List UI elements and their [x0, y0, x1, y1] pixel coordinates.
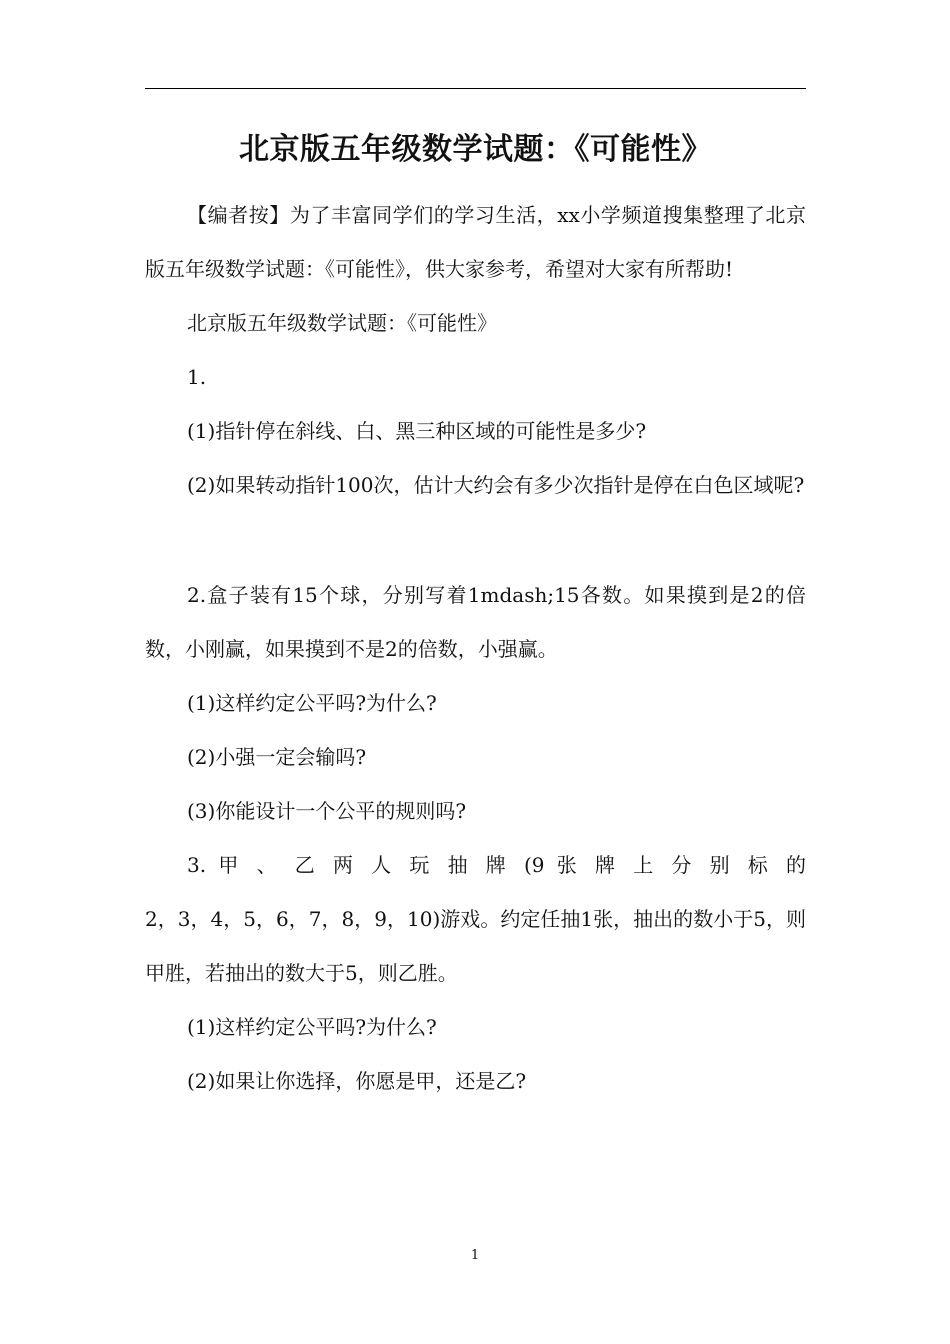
page-number: 1 [470, 1248, 480, 1263]
question-3-part-1: (1)这样约定公平吗?为什么? [187, 1015, 437, 1039]
figure-gap [145, 512, 806, 568]
document-body [145, 188, 806, 1108]
question-3-part-2: (2)如果让你选择，你愿是甲，还是乙? [187, 1069, 527, 1093]
question-1-part-1: (1)指针停在斜线、白、黑三种区域的可能性是多少? [187, 419, 647, 443]
question-3-rest: 2，3，4，5，6，7，8，9，10)游戏。约定任抽1张，抽出的数小于5，则甲胜，若抽出的数大于5，则乙胜。 [145, 907, 806, 985]
question-2-part-1: (1)这样约定公平吗?为什么? [187, 691, 437, 715]
intro-paragraph: 【编者按】为了丰富同学们的学习生活，xx小学频道搜集整理了北京版五年级数学试题：《可能性》，供大家参考，希望对大家有所帮助! [145, 203, 806, 281]
question-2: 2.盒子装有15个球，分别写着1mdash;15各数。如果摸到是2的倍数，小刚赢，如果摸到不是2的倍数，小强赢。 [145, 583, 806, 661]
question-1-part-2: (2)如果转动指针100次，估计大约会有多少次指针是停在白色区域呢? [187, 473, 805, 497]
subtitle-paragraph: 北京版五年级数学试题：《可能性》 [187, 311, 497, 335]
question-1-number: 1. [187, 365, 207, 389]
question-2-part-2: (2)小强一定会输吗? [187, 745, 367, 769]
question-3-line-1: 3. 甲 、 乙 两 人 玩 抽 牌 (9 张 牌 上 分 别 标 的 [187, 853, 806, 877]
question-2-part-3: (3)你能设计一个公平的规则吗? [187, 799, 467, 823]
header-rule [145, 88, 806, 89]
document-title: 北京版五年级数学试题：《可能性》 [239, 132, 712, 167]
